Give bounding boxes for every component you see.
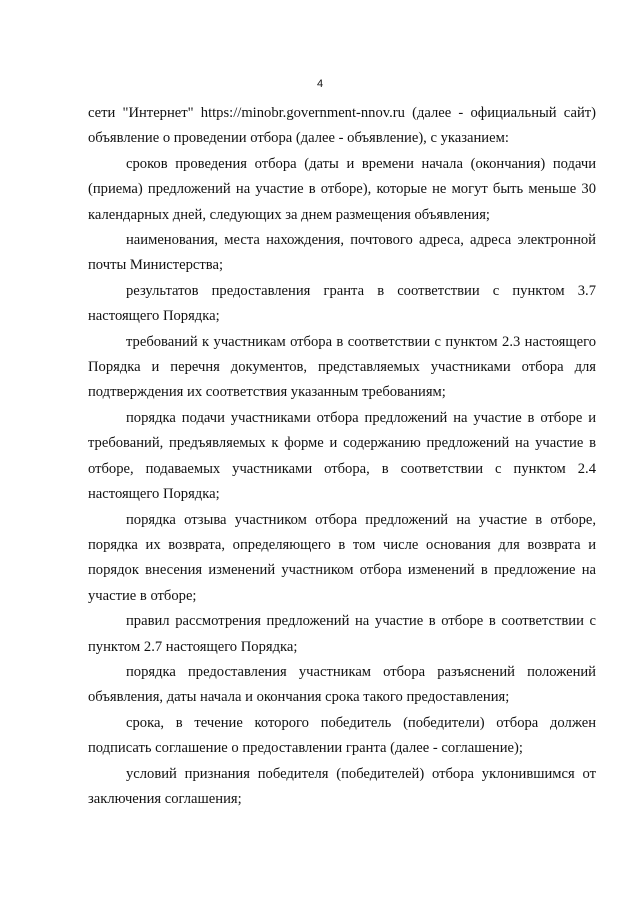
- paragraph-withdrawal-procedure: порядка отзыва участником отбора предложений на участие в отборе, порядка их возврата, определяющего в том числе основания для возврата и порядок внесения изменений участником отбора изменений в предложение на участие в отборе;: [88, 511, 596, 604]
- paragraph-intro: сети "Интернет" https://minobr.government-nnov.ru (далее - официальный сайт) объявление о проведении отбора (далее - объявление), с указанием:: [88, 105, 596, 147]
- paragraph-evasion-conditions: условий признания победителя (победителей) отбора уклонившимся от заключения соглашения;: [88, 765, 596, 807]
- paragraph-ministry-contacts: наименования, места нахождения, почтового адреса, адреса электронной почты Министерства;: [88, 232, 596, 274]
- page-number: 4: [316, 78, 324, 90]
- document-body: [88, 101, 596, 812]
- paragraph-participant-requirements: требований к участникам отбора в соответствии с пунктом 2.3 настоящего Порядка и перечня документов, представляемых участниками отбора для подтверждения их соответствия указанным требованиям;: [88, 333, 596, 401]
- paragraph-review-rules: правил рассмотрения предложений на участие в отборе в соответствии с пунктом 2.7 настоящего Порядка;: [88, 613, 596, 655]
- paragraph-submission-procedure: порядка подачи участниками отбора предложений на участие в отборе и требований, предъявляемых к форме и содержанию предложений на участие в отборе, подаваемых участниками отбора, в соответствии с пунктом 2.4 настоящего Порядка;: [88, 409, 596, 503]
- paragraph-deadlines: сроков проведения отбора (даты и времени начала (окончания) подачи (приема) предложений на участие в отборе), которые не могут быть меньше 30 календарных дней, следующих за днем размещения объявления;: [88, 155, 596, 223]
- paragraph-agreement-deadline: срока, в течение которого победитель (победители) отбора должен подписать соглашение о предоставлении гранта (далее - соглашение);: [88, 714, 596, 757]
- paragraph-clarifications: порядка предоставления участникам отбора разъяснений положений объявления, даты начала и окончания срока такого предоставления;: [88, 663, 596, 706]
- paragraph-grant-results: результатов предоставления гранта в соответствии с пунктом 3.7 настоящего Порядка;: [88, 282, 596, 325]
